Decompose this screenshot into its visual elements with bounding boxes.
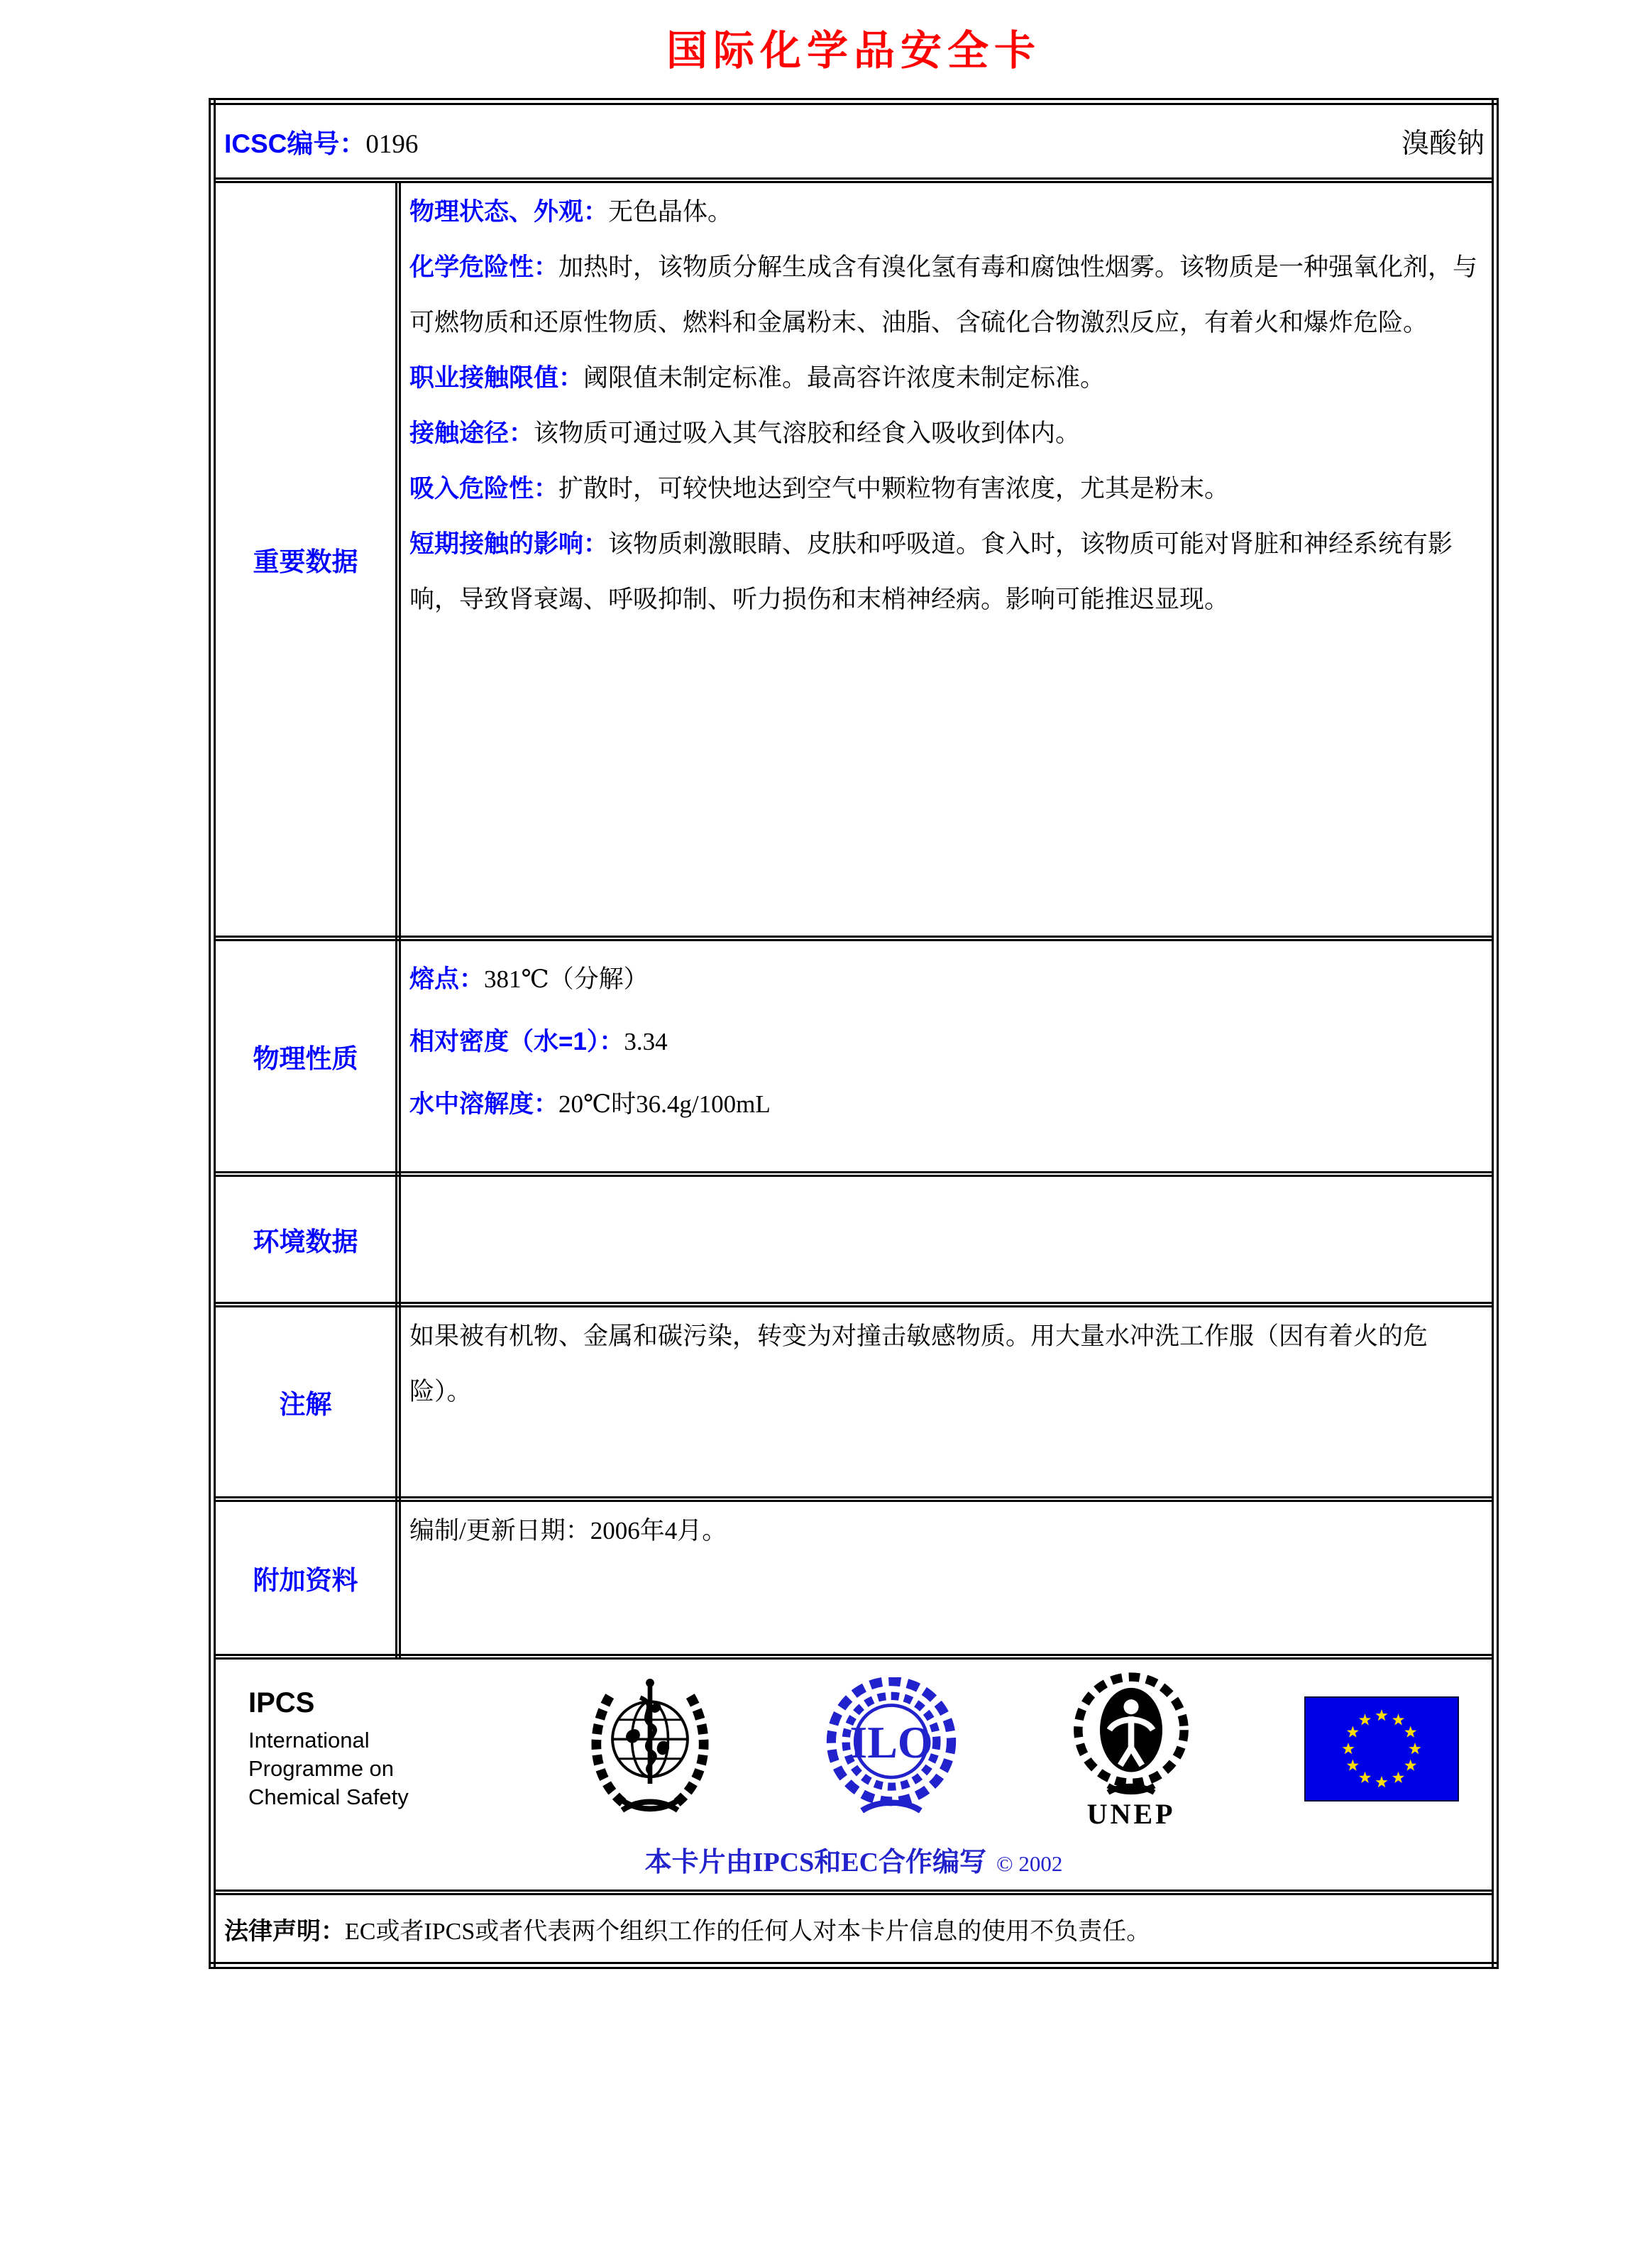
- legal-text: EC或者IPCS或者代表两个组织工作的任何人对本卡片信息的使用不负责任。: [345, 1918, 1151, 1945]
- field-label: 短期接触的影响：: [409, 530, 609, 558]
- ipcs-title: IPCS: [248, 1687, 315, 1718]
- copyright-text: © 2002: [996, 1851, 1063, 1876]
- field-label: 物理状态、外观：: [409, 198, 609, 226]
- ilo-logo-icon: [825, 1677, 958, 1821]
- unep-logo-icon: [1063, 1670, 1199, 1828]
- cooperation-text: 本卡片由IPCS和EC合作编写: [644, 1848, 987, 1877]
- icsc-number-label: ICSC编号：: [224, 129, 366, 158]
- important-data-content: [398, 180, 1495, 938]
- field-text: 该物质可通过吸入其气溶胶和经食入吸收到体内。: [534, 419, 1081, 447]
- icsc-number: [224, 122, 418, 160]
- who-logo-icon: [580, 1674, 720, 1824]
- physical-property-item: [409, 1011, 1482, 1073]
- field-label: 编制/更新日期：: [409, 1517, 590, 1545]
- physical-property-item: [409, 948, 1482, 1011]
- field-label: 接触途径：: [409, 419, 534, 447]
- ipcs-line: Programme on: [248, 1755, 395, 1781]
- field-text: 2006年4月。: [590, 1517, 727, 1545]
- legal-row: [212, 1892, 1495, 1965]
- important-data-row: [212, 180, 1495, 938]
- additional-info-row: [212, 1499, 1495, 1657]
- cooperation-line: [248, 1840, 1459, 1879]
- physical-properties-row: [212, 938, 1495, 1174]
- important-data-item: [409, 406, 1482, 461]
- important-data-item: [409, 351, 1482, 406]
- field-text: 加热时，该物质分解生成含有溴化氢有毒和腐蚀性烟雾。该物质是一种强氧化剂，与可燃物质和还原性物质、燃料和金属粉末、油脂、含硫化合物激烈反应，有着火和爆炸危险。: [409, 253, 1478, 336]
- chemical-name: 溴酸钠: [1401, 128, 1485, 159]
- additional-info-content: [398, 1499, 1495, 1657]
- section-label-notes: 注解: [212, 1305, 398, 1499]
- environmental-data-row: [212, 1174, 1495, 1305]
- field-label: 相对密度（水=1）：: [409, 1028, 624, 1055]
- legal-label: 法律声明：: [224, 1917, 345, 1945]
- additional-info-item: [409, 1503, 1482, 1559]
- field-text: 3.34: [624, 1028, 668, 1055]
- section-label-additional-info: 附加资料: [212, 1499, 398, 1657]
- field-text: 该物质刺激眼睛、皮肤和呼吸道。食入时，该物质可能对肾脏和神经系统有影响，导致肾衰竭、呼吸抑制、听力损伤和末梢神经病。影响可能推迟显现。: [409, 530, 1453, 613]
- physical-properties-content: [398, 938, 1495, 1174]
- field-label: 熔点：: [409, 965, 485, 993]
- important-data-item: [409, 240, 1482, 351]
- notes-text: 如果被有机物、金属和碳污染，转变为对撞击敏感物质。用大量水冲洗工作服（因有着火的危险）。: [409, 1322, 1428, 1405]
- section-label-environmental-data: 环境数据: [212, 1174, 398, 1305]
- field-label: 化学危险性：: [409, 253, 559, 281]
- icsc-card-table: [209, 98, 1499, 1969]
- field-text: 扩散时，可较快地达到空气中颗粒物有害浓度，尤其是粉末。: [558, 475, 1230, 503]
- important-data-item: [409, 461, 1482, 517]
- field-text: 阈限值未制定标准。最高容许浓度未制定标准。: [583, 364, 1106, 392]
- field-label: 水中溶解度：: [409, 1090, 559, 1118]
- unep-caption: UNEP: [1086, 1798, 1176, 1828]
- logos-row: [248, 1669, 1459, 1828]
- important-data-item: [409, 517, 1482, 627]
- important-data-item: [409, 185, 1482, 240]
- field-text: 20℃时36.4g/100mL: [558, 1090, 771, 1118]
- ipcs-line: International: [248, 1727, 370, 1753]
- notes-content: [398, 1305, 1495, 1499]
- ipcs-line: Chemical Safety: [248, 1784, 409, 1809]
- ipcs-text-block: [248, 1687, 475, 1811]
- field-text: 381℃（分解）: [484, 965, 649, 993]
- field-label: 吸入危险性：: [409, 475, 559, 503]
- physical-property-item: [409, 1073, 1482, 1136]
- section-label-important-data: 重要数据: [212, 180, 398, 938]
- page-title: 国际化学品安全卡: [666, 28, 1041, 74]
- section-label-physical-properties: 物理性质: [212, 938, 398, 1174]
- notes-row: [212, 1305, 1495, 1499]
- field-text: 无色晶体。: [608, 198, 733, 226]
- field-label: 职业接触限值：: [409, 364, 584, 392]
- card-header-row: [212, 102, 1495, 180]
- footer-row: [212, 1657, 1495, 1892]
- ilo-letters: ILO: [849, 1716, 933, 1767]
- icsc-number-value: 0196: [365, 130, 419, 159]
- environmental-data-content: [398, 1174, 1495, 1305]
- eu-flag-icon: [1304, 1696, 1459, 1801]
